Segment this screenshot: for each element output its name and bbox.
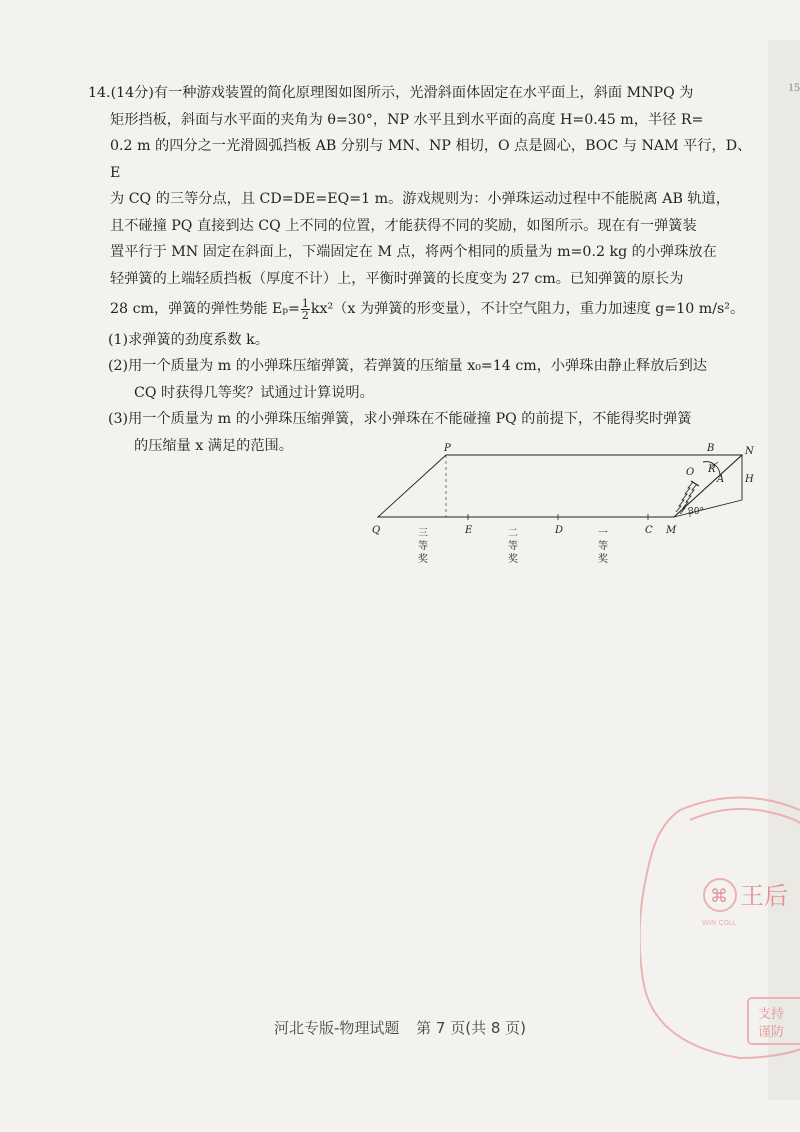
label-o: O [686,467,695,478]
label-r: R [708,464,716,475]
question-number: 14. [88,85,111,101]
label-d: D [555,525,564,536]
stamp-latin: WIN COLL [702,919,737,927]
svg-text:等: 等 [418,541,428,552]
footer-page-number: 第 7 页(共 8 页) [416,1019,527,1037]
prize-third [418,527,428,565]
apparatus-diagram [368,440,768,580]
svg-text:奖: 奖 [508,554,518,565]
svg-text:奖: 奖 [598,554,608,565]
question-line: 14.(14分)有一种游戏装置的简化原理图如图所示，光滑斜面体固定在水平面上，斜面 MNPQ 为 [88,85,694,101]
question-line: 为 CQ 的三等分点，且 CD=DE=EQ=1 m。游戏规则为：小弹珠运动过程中不能脱离 AB 轨道， [110,191,730,207]
question-line: 置平行于 MN 固定在斜面上，下端固定在 M 点，将两个相同的质量为 m=0.2 kg 的小弹珠放在 [110,244,717,260]
label-c: C [645,525,653,536]
svg-text:二: 二 [508,528,518,539]
sub-question-1: (1)求弹簧的劲度系数 k。 [108,331,269,348]
question-line: 轻弹簧的上端轻质挡板（厚度不计）上，平衡时弹簧的长度变为 27 cm。已知弹簧的原长为 [110,270,684,287]
label-a: A [717,474,725,485]
svg-text:等: 等 [508,541,518,552]
prize-second [508,528,518,565]
stamp-brand: 王后 [740,882,788,910]
stamp-box-line2: 谨防 [758,1025,785,1040]
sub-question-3: (3)用一个质量为 m 的小弹珠压缩弹簧，求小弹珠在不能碰撞 PQ 的前提下，不能得奖时弹簧 [108,411,692,427]
label-angle: 30° [688,507,704,517]
prize-first [598,528,608,565]
label-n: N [745,446,754,457]
label-b: B [707,443,715,454]
question-line: 0.2 m 的四分之一光滑圆弧挡板 AB 分别与 MN、NP 相切，O 点是圆心，BOC 与 NAM 平行，D、E [110,138,752,181]
sub-question-2: (2)用一个质量为 m 的小弹珠压缩弹簧，若弹簧的压缩量 x₀=14 cm，小弹珠由静止释放后到达 [108,358,707,374]
sub-question-3-cont: 的压缩量 x 满足的范围。 [134,437,293,454]
svg-text:一: 一 [598,528,608,539]
label-e: E [465,525,473,536]
footer-subject: 河北专版-物理试题 [273,1019,400,1037]
label-h: H [745,474,754,485]
svg-text:三: 三 [418,528,428,539]
label-p: P [444,443,451,454]
label-q: Q [372,525,381,536]
sub-question-2-cont: CQ 时获得几等奖？试通过计算说明。 [134,384,374,401]
question-line: 且不碰撞 PQ 直接到达 CQ 上不同的位置，才能获得不同的奖励，如图所示。现在有一弹簧装 [110,217,697,234]
apparatus-svg [368,440,768,580]
question-line: 矩形挡板，斜面与水平面的夹角为 θ=30°，NP 水平且到水平面的高度 H=0.45 m，半径 R= [110,111,704,128]
stamp-box-line1: 支持 [758,1007,785,1022]
page-footer [0,1017,800,1038]
next-page-number: 15 [788,80,800,94]
svg-text:奖: 奖 [418,554,428,565]
label-m: M [666,525,677,536]
svg-text:⌘: ⌘ [710,886,728,907]
fraction-one-half: $\frac{1}{2}$ [301,296,309,322]
svg-text:等: 等 [598,541,608,552]
question-line-formula: 28 cm，弹簧的弹性势能 Eₚ= $\frac{1}{2}$ kx²（x 为弹簧的形变量），不计空气阻力，重力加速度 g=10 m/s²。 [110,296,745,322]
question-14 [88,80,752,459]
